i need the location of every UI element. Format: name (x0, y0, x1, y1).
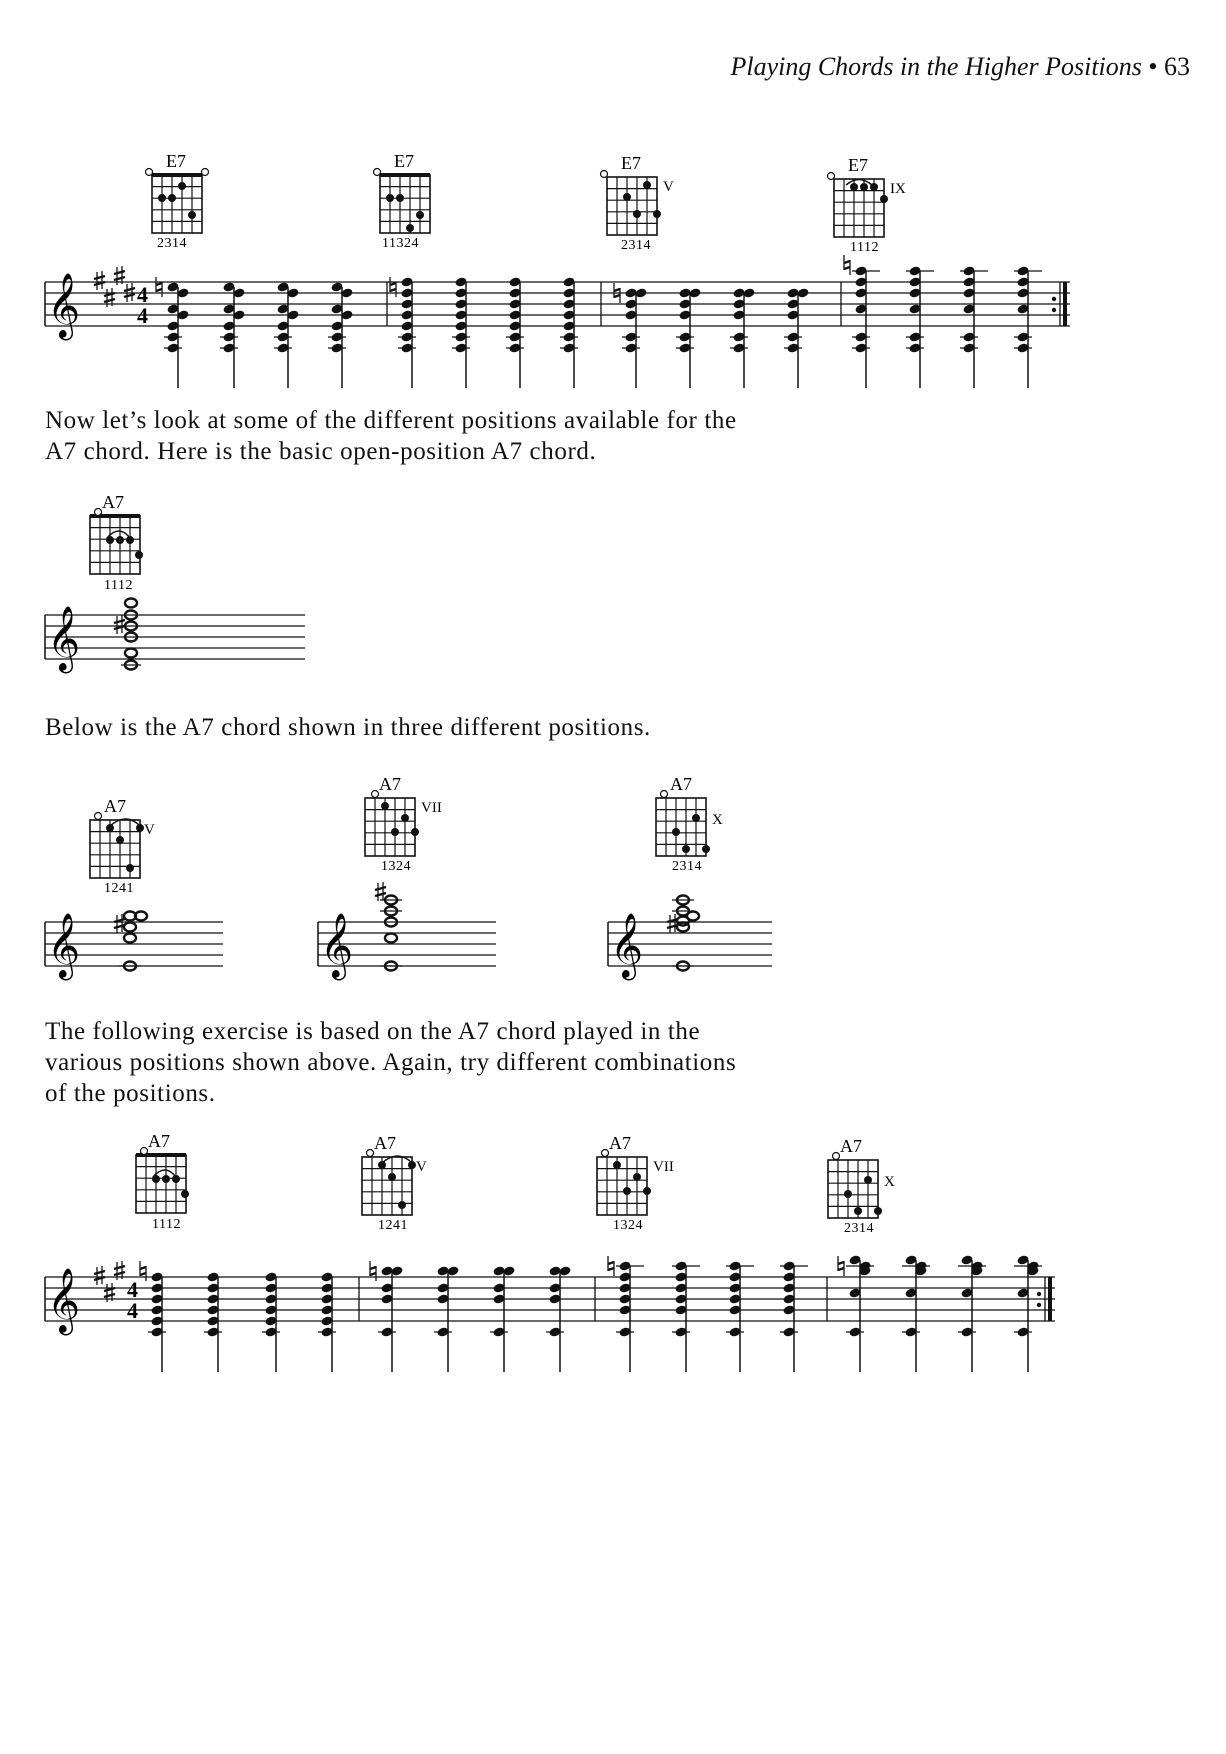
finger-dot (116, 536, 124, 544)
finger-dot (178, 182, 186, 190)
quarter-note-chord (784, 287, 810, 388)
finger-dot (613, 1161, 621, 1169)
whole-note (125, 599, 137, 608)
open-string-marker (141, 1148, 148, 1155)
finger-dot (672, 828, 680, 836)
staff-a7-vii (318, 882, 496, 980)
finger-dot (116, 836, 124, 844)
quarter-note-chord (140, 1261, 166, 1372)
time-signature-top: 4 (137, 282, 148, 307)
finger-dot (135, 551, 143, 559)
treble-clef-icon: 𝄞 (47, 273, 81, 338)
whole-note (687, 912, 699, 921)
finger-dot (643, 1187, 651, 1195)
finger-dot (136, 824, 144, 832)
open-string-marker (146, 169, 153, 176)
position-label: IX (890, 181, 906, 197)
chord-name: A7 (374, 1133, 396, 1153)
natural-icon (838, 1256, 844, 1276)
quarter-note-chord (960, 265, 988, 388)
chord-notes (140, 1254, 1042, 1372)
open-string-marker (661, 791, 668, 798)
fingering-label: 1112 (152, 1217, 181, 1232)
fingering-label: 1324 (381, 859, 411, 874)
quarter-note-chord (676, 287, 702, 388)
sharp-icon (114, 615, 125, 634)
chord-name: A7 (148, 1131, 170, 1151)
whole-note (124, 923, 136, 932)
quarter-note-chord (546, 1265, 572, 1372)
chord-name: A7 (609, 1133, 631, 1153)
position-label: X (712, 812, 723, 828)
sharp-icon (94, 1266, 105, 1285)
fingering-label: 2314 (844, 1221, 874, 1236)
quarter-note-chord (370, 1261, 404, 1372)
open-string-marker (95, 509, 102, 516)
paragraph-line: of the positions. (45, 1080, 216, 1107)
finger-dot (643, 181, 651, 189)
open-string-marker (374, 169, 381, 176)
finger-dot (126, 864, 134, 872)
finger-dot (396, 194, 404, 202)
fingering-label: 1324 (613, 1218, 643, 1233)
open-string-marker (601, 171, 608, 178)
fingering-label: 1112 (850, 240, 879, 255)
finger-dot (106, 824, 114, 832)
finger-dot (391, 828, 399, 836)
chord-name: A7 (102, 492, 124, 512)
finger-dot (152, 1175, 160, 1183)
fingering-label: 2314 (621, 238, 651, 253)
chord-diagram-exercise-2 (362, 1133, 427, 1233)
whole-note (385, 934, 397, 943)
natural-icon (608, 1256, 614, 1276)
finger-dot (172, 1175, 180, 1183)
finger-dot (168, 194, 176, 202)
chord-diagram-e7-3 (601, 153, 675, 253)
finger-dot (633, 1173, 641, 1181)
chord-diagram-exercise-4 (828, 1136, 895, 1236)
chord-name: E7 (394, 151, 414, 171)
header-title: Playing Chords in the Higher Positions (730, 52, 1142, 81)
position-label: VII (421, 800, 442, 816)
quarter-note-chord (1014, 1254, 1042, 1372)
finger-dot (633, 210, 641, 218)
chord-notes (156, 255, 1042, 388)
quarter-note-chord (220, 281, 246, 388)
quarter-note-chord (1014, 265, 1042, 388)
chord-name: A7 (840, 1136, 862, 1156)
chord-name: E7 (848, 155, 868, 175)
quarter-note-chord (730, 287, 756, 388)
finger-dot (854, 1207, 862, 1215)
chord-diagram-e7-4 (828, 155, 906, 255)
treble-clef-icon: 𝄞 (47, 606, 81, 671)
staff-system-a7-exercise (45, 1254, 1055, 1372)
chord-diagram-a7-v (90, 796, 155, 896)
header-bullet: • (1148, 52, 1158, 81)
paragraph-line: Below is the A7 chord shown in three different positions. (45, 714, 651, 741)
treble-clef-icon: 𝄞 (610, 913, 644, 978)
quarter-note-chord (490, 1265, 516, 1372)
finger-dot (188, 211, 196, 219)
open-string-marker (202, 169, 209, 176)
open-string-marker (828, 173, 835, 180)
finger-dot (416, 211, 424, 219)
finger-dot (844, 1190, 852, 1198)
quarter-note-chord (608, 1256, 644, 1372)
finger-dot (623, 1187, 631, 1195)
chord-diagram-e7-1 (146, 151, 209, 251)
barre-arc (846, 180, 872, 186)
staff-a7-open (45, 599, 305, 674)
chord-name: A7 (379, 774, 401, 794)
staff-a7-v (45, 912, 223, 981)
quarter-note-chord (906, 265, 934, 388)
open-string-marker (833, 1153, 840, 1160)
time-signature-bottom: 4 (127, 1298, 138, 1323)
quarter-note-chord (614, 283, 648, 388)
finger-dot (623, 193, 631, 201)
open-string-marker (372, 791, 379, 798)
finger-dot (682, 845, 690, 853)
finger-dot (692, 814, 700, 822)
quarter-note-chord (318, 1271, 336, 1372)
paragraph-line: The following exercise is based on the A7 chord played in the (45, 1018, 701, 1045)
finger-dot (850, 183, 858, 191)
finger-dot (126, 536, 134, 544)
finger-dot (398, 1201, 406, 1209)
natural-icon (844, 255, 850, 275)
quarter-note-chord (844, 255, 880, 388)
quarter-note-chord (958, 1254, 986, 1372)
quarter-note-chord (902, 1254, 930, 1372)
fingering-label: 1241 (104, 881, 134, 896)
finger-dot (408, 1161, 416, 1169)
finger-dot (388, 1173, 396, 1181)
fingering-label: 1241 (378, 1218, 408, 1233)
chord-name: E7 (621, 153, 641, 173)
chord-name: E7 (166, 151, 186, 171)
open-string-marker (367, 1150, 374, 1157)
natural-icon (370, 1261, 376, 1281)
finger-dot (406, 224, 414, 232)
whole-note (125, 649, 137, 658)
finger-dot (702, 845, 710, 853)
finger-dot (864, 1176, 872, 1184)
sharp-icon (667, 914, 678, 933)
fingering-label: 11324 (382, 236, 419, 251)
quarter-note-chord (274, 281, 300, 388)
natural-icon (156, 277, 162, 297)
position-label: V (416, 1159, 427, 1175)
finger-dot (860, 183, 868, 191)
chord-diagram-e7-2 (374, 151, 431, 251)
quarter-note-chord (434, 1265, 460, 1372)
fingering-label: 1112 (104, 578, 133, 593)
quarter-note-chord (838, 1254, 874, 1372)
time-signature-bottom: 4 (137, 303, 148, 328)
finger-dot (158, 194, 166, 202)
fingering-label: 2314 (672, 859, 702, 874)
treble-clef-icon: 𝄞 (47, 913, 81, 978)
position-label: VII (653, 1159, 674, 1175)
finger-dot (381, 802, 389, 810)
chord-diagram-a7-open (90, 492, 143, 593)
chord-diagram-a7-x (656, 774, 723, 874)
treble-clef-icon: 𝄞 (47, 1268, 81, 1333)
quarter-note-chord (204, 1271, 222, 1372)
fingering-label: 2314 (157, 236, 187, 251)
paragraph-line: Now let’s look at some of the different positions available for the (45, 407, 737, 434)
time-signature-top: 4 (127, 1277, 138, 1302)
staff-system-e7 (45, 255, 1070, 388)
open-string-marker (602, 1150, 609, 1157)
finger-dot (874, 1207, 882, 1215)
quarter-note-chord (328, 281, 354, 388)
finger-dot (880, 195, 888, 203)
finger-dot (106, 536, 114, 544)
chord-diagram-exercise-3 (597, 1133, 674, 1233)
whole-note (677, 923, 689, 932)
paragraph-line: A7 chord. Here is the basic open-position A7 chord. (45, 438, 597, 465)
whole-note (124, 934, 136, 943)
page-number: 63 (1164, 52, 1190, 81)
finger-dot (401, 814, 409, 822)
paragraph-line: various positions shown above. Again, try different combinations (45, 1049, 737, 1076)
chord-diagram-a7-vii (365, 774, 442, 874)
chord-name: A7 (670, 774, 692, 794)
position-label: V (663, 179, 674, 195)
finger-dot (386, 194, 394, 202)
sharp-icon (94, 271, 105, 290)
finger-dot (181, 1190, 189, 1198)
open-string-marker (95, 813, 102, 820)
quarter-note-chord (262, 1271, 280, 1372)
finger-dot (870, 183, 878, 191)
finger-dot (378, 1161, 386, 1169)
finger-dot (162, 1175, 170, 1183)
chord-name: A7 (104, 796, 126, 816)
finger-dot (653, 210, 661, 218)
staff-a7-x (608, 896, 772, 981)
treble-clef-icon: 𝄞 (320, 913, 354, 978)
position-label: V (144, 822, 155, 838)
chord-diagram-exercise-1 (136, 1131, 189, 1232)
natural-icon (140, 1261, 146, 1281)
finger-dot (411, 828, 419, 836)
position-label: X (884, 1174, 895, 1190)
natural-icon (390, 277, 396, 297)
